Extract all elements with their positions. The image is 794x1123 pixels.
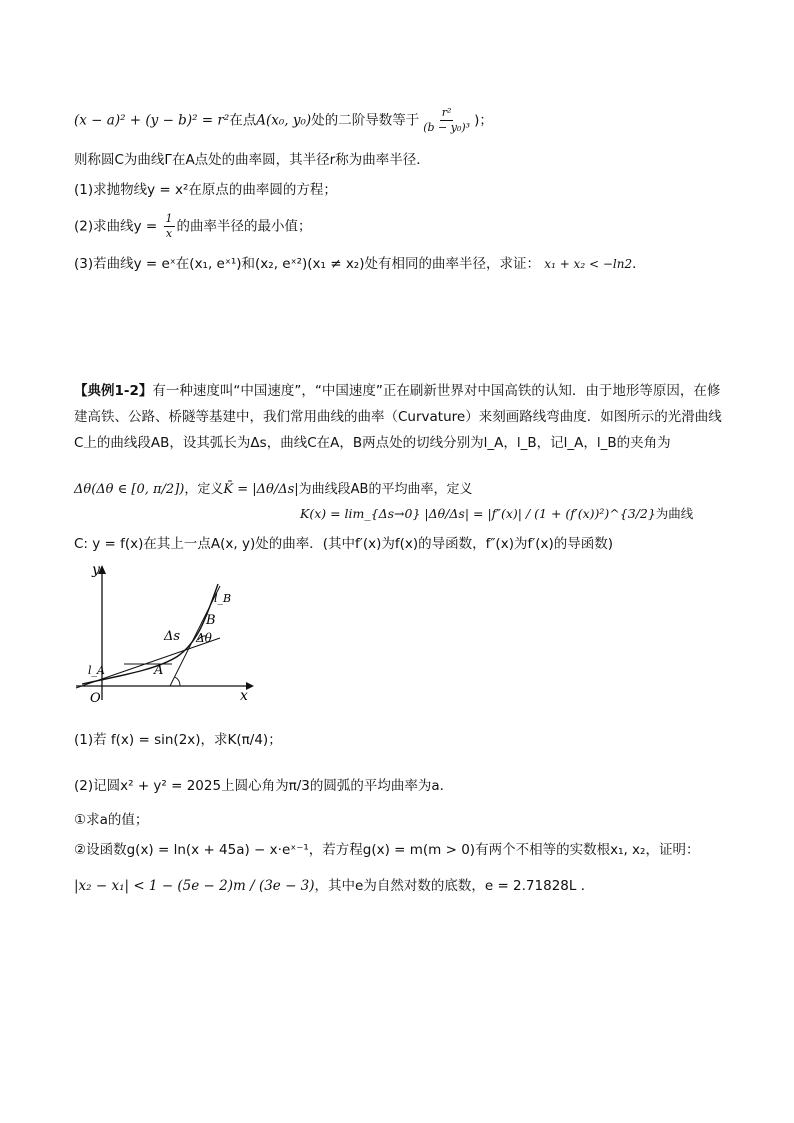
curvature-formula-line bbox=[300, 504, 693, 524]
example-text: 有一种速度叫“中国速度”，“中国速度”正在刷新世界对中国高铁的认知．由于地形等原因，在修建高铁、公路、桥隧等基建中，我们常用曲线的曲率（Curvature）来刻画路线弯曲度．如图所示的光滑曲线C上的曲线段AB，设其弧长为Δs，曲线C在A，B两点处的切线分别为l_A，l_B，记l_A，l_B的夹角为 bbox=[74, 383, 722, 451]
curvature-formula: K(x) = lim_{Δs→0} |Δθ/Δs| = |f″(x)| / (1 + (f′(x))²)^{3/2} bbox=[300, 506, 656, 521]
text: 为曲线 bbox=[655, 506, 694, 521]
example-tag: 【典例1-2】 bbox=[74, 383, 153, 399]
fraction-denominator: (b − y₀)³ bbox=[423, 121, 471, 134]
fraction bbox=[421, 106, 472, 135]
text: 为曲线段AB的平均曲率，定义 bbox=[298, 482, 473, 497]
label-lb: l_B bbox=[214, 592, 232, 605]
text: (3)若曲线y = eˣ在(x₁, eˣ¹)和(x₂, eˣ²)(x₁ ≠ x₂)处有相同的曲率半径，求证： bbox=[74, 256, 540, 272]
text: (2)求曲线y = bbox=[74, 218, 162, 235]
label-la: l_A bbox=[88, 664, 105, 677]
label-ds: Δs bbox=[164, 629, 181, 644]
definition-curvature-line bbox=[74, 480, 472, 500]
text: ，定义 bbox=[184, 482, 224, 497]
text: )； bbox=[474, 112, 493, 129]
circle-equation: (x − a)² + (y − b)² = r² bbox=[74, 112, 230, 129]
fraction bbox=[164, 212, 175, 241]
question-2-2b-inequality bbox=[74, 876, 594, 896]
text: 的曲率半径的最小值； bbox=[176, 218, 312, 235]
question-1: (1)求抛物线y = x²在原点的曲率圆的方程； bbox=[74, 182, 337, 198]
average-curvature: K̄ = |Δθ/Δs| bbox=[223, 482, 299, 497]
delta-theta: Δθ bbox=[74, 482, 92, 497]
curvature-figure bbox=[70, 560, 270, 710]
question-2-2b: ②设函数g(x) = ln(x + 45a) − x·eˣ⁻¹，若方程g(x) = m(m > 0)有两个不相等的实数根x₁, x₂，证明： bbox=[74, 842, 700, 858]
axis-y-label: y bbox=[92, 562, 100, 578]
label-a: A bbox=[154, 663, 164, 678]
definition-conclusion: 则称圆C为曲线Γ在A点处的曲率圆，其半径r称为曲率半径． bbox=[74, 152, 430, 168]
question-2-2: (2)记圆x² + y² = 2025上圆心角为π/3的圆弧的平均曲率为a． bbox=[74, 778, 454, 794]
text: ． bbox=[632, 256, 646, 272]
label-dtheta: Δθ bbox=[196, 631, 212, 645]
label-b: B bbox=[206, 613, 216, 628]
definition-line bbox=[74, 106, 493, 135]
text: ，其中e为自然对数的底数，e = 2.71828L ． bbox=[314, 878, 595, 894]
inequality: x₁ + x₂ < −ln2 bbox=[544, 257, 633, 271]
range: (Δθ ∈ [0, π/2]) bbox=[91, 482, 185, 497]
inequality: |x₂ − x₁| < 1 − (5e − 2)m / (3e − 3) bbox=[74, 878, 315, 894]
text: 在点 bbox=[229, 112, 257, 129]
point-a: A(x₀, y₀) bbox=[256, 112, 312, 129]
fraction-numerator: r² bbox=[441, 106, 452, 119]
axis-x-label: x bbox=[240, 688, 248, 704]
tangent-line-a bbox=[76, 638, 220, 688]
fraction-numerator: 1 bbox=[165, 212, 173, 225]
question-2-1: (1)若 f(x) = sin(2x)，求K(π/4)； bbox=[74, 732, 282, 748]
angle-arc-x bbox=[175, 677, 180, 686]
curvature-note: C: y = f(x)在其上一点A(x, y)处的曲率．(其中f′(x)为f(x)的导函数，f″(x)为f′(x)的导函数) bbox=[74, 536, 614, 552]
origin-label: O bbox=[90, 691, 101, 706]
text: 处的二阶导数等于 bbox=[311, 112, 420, 129]
fraction-denominator: x bbox=[165, 227, 173, 240]
question-3 bbox=[74, 254, 646, 274]
example-paragraph bbox=[74, 378, 724, 456]
question-2 bbox=[74, 212, 312, 241]
question-2-2a: ①求a的值； bbox=[74, 812, 149, 828]
